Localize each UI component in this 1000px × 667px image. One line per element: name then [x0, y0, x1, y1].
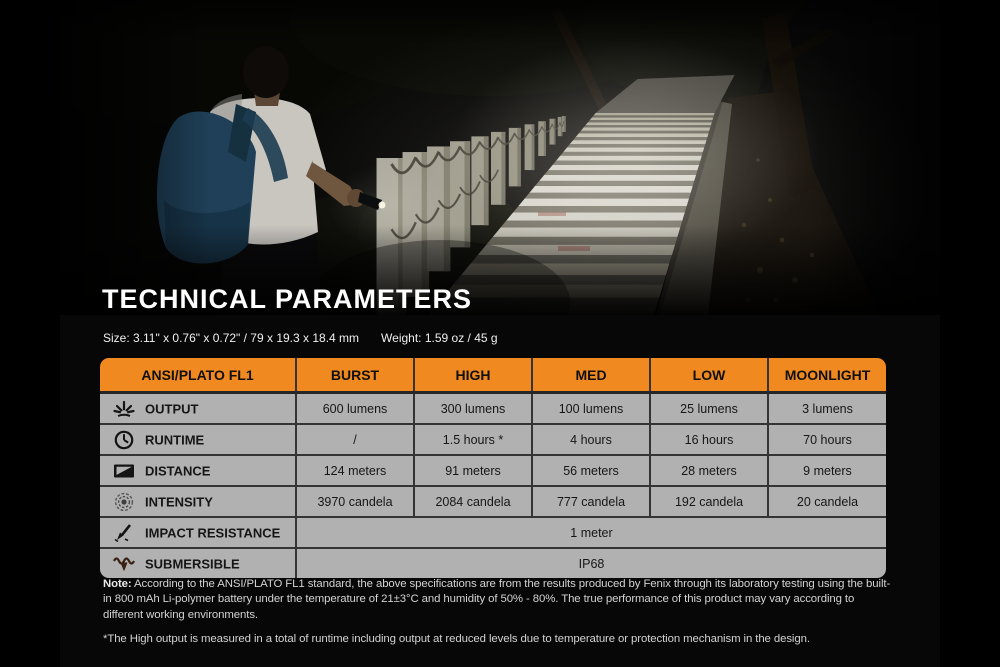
table-row-distance: [100, 455, 886, 486]
row-label: SUBMERSIBLE: [145, 556, 240, 571]
note-label: Note:: [103, 578, 132, 590]
distance-icon: [112, 460, 136, 482]
value-cell: 300 lumens: [414, 393, 532, 425]
value-cell: 777 candela: [532, 486, 650, 517]
header-cell-moonlight: MOONLIGHT: [768, 358, 886, 393]
table-row-impact-resistance: [100, 517, 886, 548]
spec-table: [100, 358, 886, 578]
row-label: OUTPUT: [145, 401, 199, 416]
top-vignette: [60, 0, 940, 45]
value-cell: 192 candela: [650, 486, 768, 517]
intensity-icon: [112, 491, 136, 513]
header-cell-high: HIGH: [414, 358, 532, 393]
page-title: TECHNICAL PARAMETERS: [102, 284, 473, 314]
value-cell: 9 meters: [768, 455, 886, 486]
hero-photo: [60, 0, 940, 315]
value-cell: 1.5 hours *: [414, 424, 532, 455]
row-label: RUNTIME: [145, 432, 205, 447]
size-spec: Size: 3.11" x 0.76" x 0.72" / 79 x 19.3 x 18.4 mm: [103, 331, 360, 345]
header-cell-med: MED: [532, 358, 650, 393]
value-cell-span: IP68: [296, 548, 886, 578]
night-trail-scene: [60, 0, 940, 315]
header-cell-standard: ANSI/PLATO FL1: [100, 358, 296, 393]
table-row-output: [100, 393, 886, 425]
value-cell: 16 hours: [650, 424, 768, 455]
value-cell: 20 candela: [768, 486, 886, 517]
table-row-intensity: [100, 486, 886, 517]
runtime-icon: [112, 429, 136, 451]
value-cell: 70 hours: [768, 424, 886, 455]
spec-table-wrap: [100, 358, 886, 578]
table-row-submersible: [100, 548, 886, 578]
row-label: DISTANCE: [145, 463, 211, 478]
footnote-text: *The High output is measured in a total of runtime including output at reduced levels due to temperature or protection mechanism in the design.: [103, 632, 810, 645]
size-weight-line: [103, 331, 498, 345]
value-cell: 91 meters: [414, 455, 532, 486]
row-label: IMPACT RESISTANCE: [145, 525, 281, 540]
hiker-head: [243, 46, 289, 98]
value-cell: 56 meters: [532, 455, 650, 486]
value-cell: 3970 candela: [296, 486, 414, 517]
value-cell: 28 meters: [650, 455, 768, 486]
value-cell: /: [296, 424, 414, 455]
note-text: According to the ANSI/PLATO FL1 standard, the above specifications are from the results produced by Fenix through its laboratory testing using the built-in 800 mAh Li-polymer battery under the temperature of 21±3°C and humidity of 50% - 80%. The true performance of this product may vary according to different working environments.: [103, 578, 891, 621]
header-cell-low: LOW: [650, 358, 768, 393]
value-cell: 100 lumens: [532, 393, 650, 425]
value-cell-span: 1 meter: [296, 517, 886, 548]
header-cell-burst: BURST: [296, 358, 414, 393]
flashlight-lens: [379, 202, 386, 209]
note-paragraph: [103, 577, 895, 623]
weight-spec: Weight: 1.59 oz / 45 g: [381, 331, 498, 345]
table-header-row: [100, 358, 886, 393]
impact-resistance-icon: [112, 522, 136, 544]
value-cell: 4 hours: [532, 424, 650, 455]
note-block: [103, 577, 895, 647]
output-icon: [112, 398, 136, 420]
value-cell: 600 lumens: [296, 393, 414, 425]
table-row-runtime: [100, 424, 886, 455]
submersible-icon: [112, 553, 136, 575]
value-cell: 2084 candela: [414, 486, 532, 517]
row-label: INTENSITY: [145, 494, 213, 509]
value-cell: 25 lumens: [650, 393, 768, 425]
value-cell: 3 lumens: [768, 393, 886, 425]
value-cell: 124 meters: [296, 455, 414, 486]
